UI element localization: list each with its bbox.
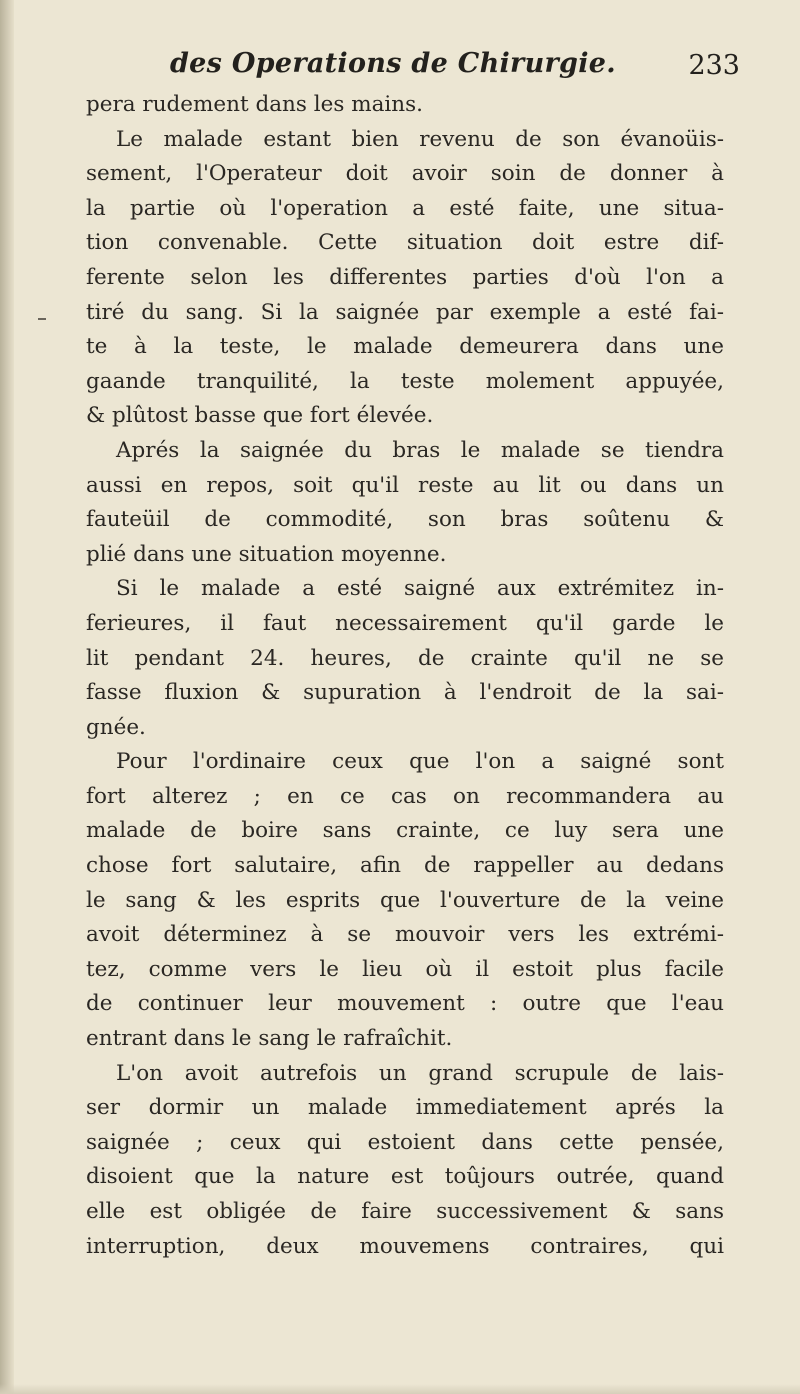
text-line: tion convenable. Cette situation doit estre dif- bbox=[86, 230, 724, 256]
text-line: la partie où l'operation a esté faite, une situa- bbox=[86, 195, 724, 221]
text-line: saignée ; ceux qui estoient dans cette pensée, bbox=[86, 1129, 724, 1155]
text-line: pera rudement dans les mains. bbox=[86, 92, 424, 117]
text-line: fauteüil de commodité, son bras soûtenu & bbox=[86, 507, 724, 533]
running-title: des Operations de Chirurgie. bbox=[170, 48, 616, 79]
bottom-shadow bbox=[0, 1384, 800, 1394]
text-line: disoient que la nature est toûjours outrée, quand bbox=[86, 1164, 724, 1190]
margin-mark bbox=[38, 318, 46, 320]
text-line: sement, l'Operateur doit avoir soin de donner à bbox=[86, 161, 724, 187]
page-number: 233 bbox=[688, 50, 740, 81]
text-line: Aprés la saignée du bras le malade se tiendra bbox=[116, 437, 724, 463]
text-line: tez, comme vers le lieu où il estoit plus facile bbox=[86, 956, 724, 982]
page-header bbox=[150, 48, 740, 92]
text-line: L'on avoit autrefois un grand scrupule de lais- bbox=[116, 1060, 724, 1086]
text-line: ferieures, il faut necessairement qu'il garde le bbox=[86, 610, 724, 636]
text-line: fasse fluxion & supuration à l'endroit de la sai- bbox=[86, 680, 724, 706]
text-line: malade de boire sans crainte, ce luy sera une bbox=[86, 818, 724, 844]
text-line: lit pendant 24. heures, de crainte qu'il ne se bbox=[86, 645, 724, 671]
text-line: de continuer leur mouvement : outre que l'eau bbox=[86, 991, 724, 1017]
text-line: interruption, deux mouvemens contraires, qui bbox=[86, 1233, 724, 1259]
text-line: & plûtost basse que fort élevée. bbox=[86, 403, 434, 429]
text-line: elle est obligée de faire successivement & sans bbox=[86, 1199, 724, 1224]
text-line: Pour l'ordinaire ceux que l'on a saigné sont bbox=[116, 749, 724, 775]
text-line: fort alterez ; en ce cas on recommandera au bbox=[86, 783, 724, 809]
text-line: chose fort salutaire, afin de rappeller au dedans bbox=[86, 853, 724, 879]
body-text bbox=[86, 88, 724, 1264]
gutter-shadow bbox=[0, 0, 14, 1394]
text-line: Le malade estant bien revenu de son évanoüis- bbox=[116, 126, 724, 152]
text-line: aussi en repos, soit qu'il reste au lit ou dans un bbox=[86, 472, 724, 498]
text-line: le sang & les esprits que l'ouverture de la veine bbox=[86, 887, 724, 913]
text-line: plié dans une situation moyenne. bbox=[86, 541, 447, 567]
text-line: ser dormir un malade immediatement aprés la bbox=[86, 1095, 724, 1121]
text-line: tiré du sang. Si la saignée par exemple a esté fai- bbox=[86, 299, 724, 325]
text-line: entrant dans le sang le rafraîchit. bbox=[86, 1026, 453, 1052]
text-line: ferente selon les differentes parties d'où l'on a bbox=[86, 264, 724, 290]
text-line: avoit déterminez à se mouvoir vers les extrémi- bbox=[86, 922, 724, 948]
text-line: Si le malade a esté saigné aux extrémitez in- bbox=[116, 576, 724, 602]
text-line: gnée. bbox=[86, 714, 146, 740]
text-line: gaande tranquilité, la teste molement appuyée, bbox=[86, 368, 724, 394]
text-line: te à la teste, le malade demeurera dans une bbox=[86, 334, 724, 360]
